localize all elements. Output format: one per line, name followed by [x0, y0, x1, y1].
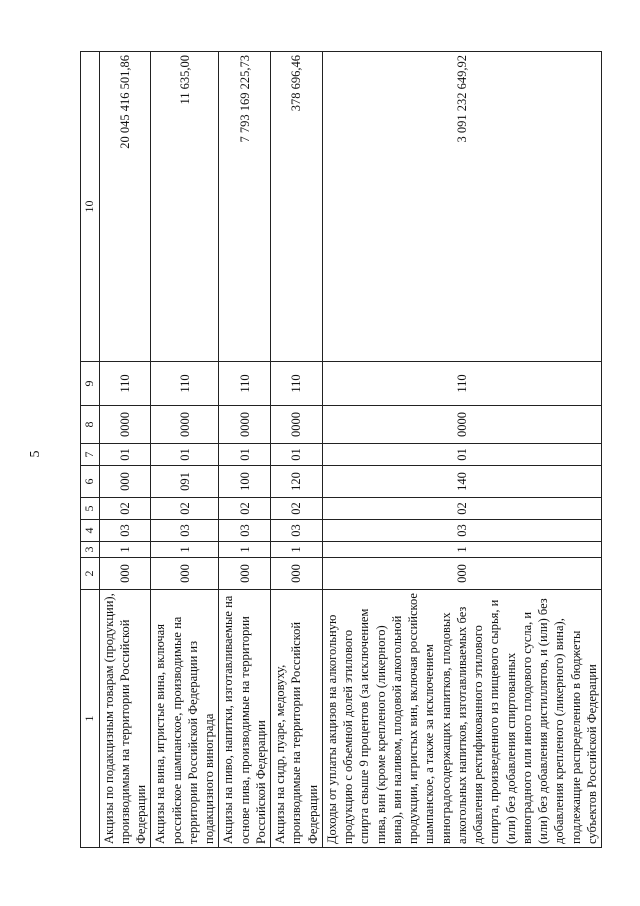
row-name: Акцизы на пиво, напитки, изготавливаемые на основе пива, производимые на территории Российской Федерации: [219, 590, 271, 848]
code-cell: 02: [322, 498, 601, 520]
code-cell: 000: [322, 558, 601, 590]
column-header: 1: [81, 590, 100, 848]
code-cell: 110: [219, 362, 271, 406]
row-name: Акцизы по подакцизным товарам (продукции), производимым на территории Российской Федерации: [99, 590, 151, 848]
code-cell: 091: [151, 466, 219, 498]
table-row: [322, 52, 601, 848]
code-cell: 110: [151, 362, 219, 406]
code-cell: 100: [219, 466, 271, 498]
code-cell: 01: [219, 444, 271, 466]
code-cell: 0000: [99, 406, 151, 444]
header-row: [81, 52, 100, 848]
code-cell: 1: [271, 542, 323, 558]
table-row: [99, 52, 151, 848]
column-header: 9: [81, 362, 100, 406]
code-cell: 1: [99, 542, 151, 558]
column-header: 7: [81, 444, 100, 466]
column-header: 3: [81, 542, 100, 558]
column-header: 6: [81, 466, 100, 498]
code-cell: 0000: [322, 406, 601, 444]
code-cell: 140: [322, 466, 601, 498]
row-name: Акцизы на сидр, пуаре, медовуху, производимые на территории Российской Федерации: [271, 590, 323, 848]
column-header: 2: [81, 558, 100, 590]
table-row: [219, 52, 271, 848]
code-cell: 03: [219, 520, 271, 542]
code-cell: 000: [219, 558, 271, 590]
code-cell: 0000: [271, 406, 323, 444]
code-cell: 01: [271, 444, 323, 466]
code-cell: 000: [99, 558, 151, 590]
column-header: 4: [81, 520, 100, 542]
page-number: 5: [28, 450, 43, 458]
code-cell: 1: [322, 542, 601, 558]
code-cell: 03: [271, 520, 323, 542]
amount-cell: 11 635,00: [151, 52, 219, 362]
code-cell: 03: [322, 520, 601, 542]
code-cell: 01: [322, 444, 601, 466]
code-cell: 1: [151, 542, 219, 558]
code-cell: 120: [271, 466, 323, 498]
code-cell: 02: [271, 498, 323, 520]
amount-cell: 20 045 416 501,86: [99, 52, 151, 362]
code-cell: 02: [151, 498, 219, 520]
code-cell: 03: [151, 520, 219, 542]
amount-cell: 378 696,46: [271, 52, 323, 362]
row-name: Доходы от уплаты акцизов на алкогольную продукцию с объемной долей этилового спирта свыше 9 процентов (за исключением пива, вин (кроме крепленого (ликерного) вина), вин наливом, плодовой алкогольной продукции, игристых вин, включая российское шампанское, а также за исключением виноградосодержащих напитков, плодовых алкогольных напитков, изготавливаемых без добавления ректификованного этилового спирта, произведенного из пищевого сырья, и (или) без добавления спиртованных виноградного или иного плодового сусла, и (или) без добавления дистиллятов, и (или) без добавления крепленого (ликерного) вина), подлежащие распределению в бюджеты субъектов Российской Федерации: [322, 590, 601, 848]
code-cell: 02: [219, 498, 271, 520]
code-cell: 0000: [151, 406, 219, 444]
budget-table: [80, 51, 602, 848]
code-cell: 000: [99, 466, 151, 498]
code-cell: 110: [271, 362, 323, 406]
table-row: [151, 52, 219, 848]
code-cell: 1: [219, 542, 271, 558]
code-cell: 110: [99, 362, 151, 406]
amount-cell: 7 793 169 225,73: [219, 52, 271, 362]
code-cell: 000: [151, 558, 219, 590]
table-row: [271, 52, 323, 848]
code-cell: 0000: [219, 406, 271, 444]
rotated-table-container: [80, 52, 599, 848]
code-cell: 02: [99, 498, 151, 520]
column-header: 10: [81, 52, 100, 362]
code-cell: 000: [271, 558, 323, 590]
amount-cell: 3 091 232 649,92: [322, 52, 601, 362]
column-header: 5: [81, 498, 100, 520]
code-cell: 03: [99, 520, 151, 542]
code-cell: 01: [99, 444, 151, 466]
row-name: Акцизы на вина, игристые вина, включая российское шампанское, производимые на территории Российской Федерации из подакцизного винограда: [151, 590, 219, 848]
column-header: 8: [81, 406, 100, 444]
code-cell: 110: [322, 362, 601, 406]
code-cell: 01: [151, 444, 219, 466]
